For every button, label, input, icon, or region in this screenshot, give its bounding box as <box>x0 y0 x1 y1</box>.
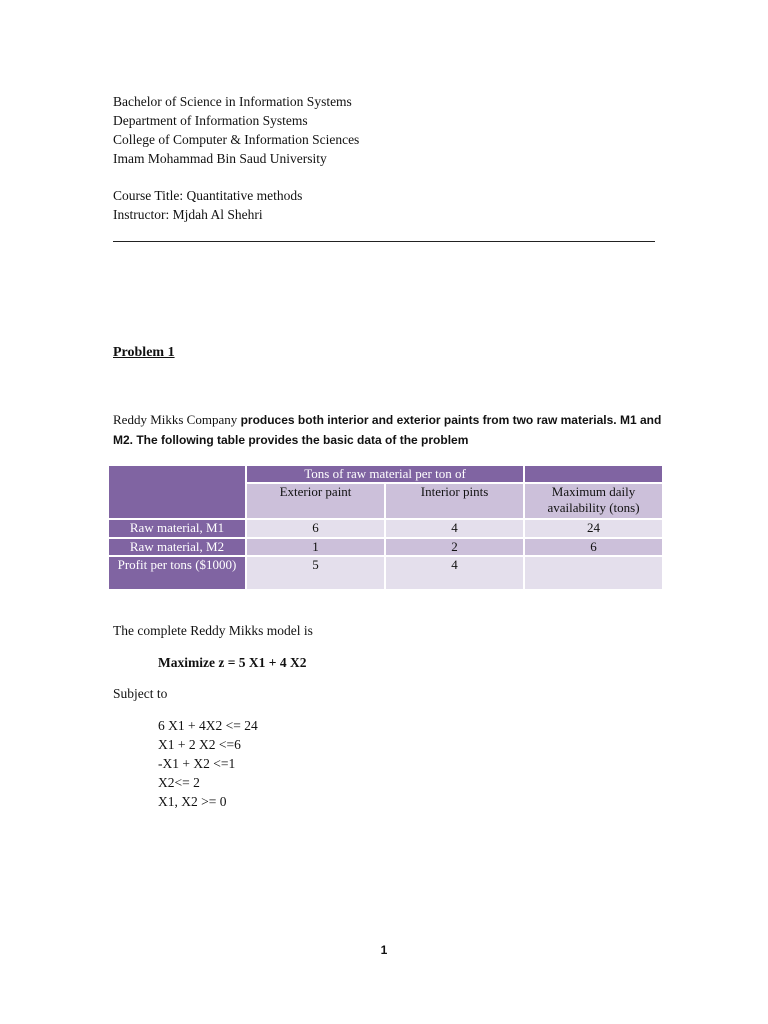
subject-to-label: Subject to <box>113 686 168 701</box>
constraints-list <box>158 716 258 811</box>
model-intro: The complete Reddy Mikks model is <box>113 623 313 638</box>
course-title: Course Title: Quantitative methods <box>113 188 303 203</box>
table-cell: 5 <box>246 556 385 590</box>
instructor: Instructor: Mjdah Al Shehri <box>113 207 263 222</box>
data-table <box>107 464 664 591</box>
table-cell: 6 <box>524 538 663 556</box>
objective-function: Maximize z = 5 X1 + 4 X2 <box>158 655 307 670</box>
problem-description: produces both interior and exterior paints from two raw materials. M1 and M2. The following table provides the basic data of the problem <box>113 413 662 447</box>
row-label: Raw material, M1 <box>108 519 246 538</box>
column-header: Maximum daily availability (tons) <box>524 483 663 519</box>
row-label: Profit per tons ($1000) <box>108 556 246 590</box>
column-header: Exterior paint <box>246 483 385 519</box>
table-row <box>108 556 663 590</box>
college-line: College of Computer & Information Sciences <box>113 132 360 147</box>
table-cell: 24 <box>524 519 663 538</box>
table-cell: 1 <box>246 538 385 556</box>
table-row <box>108 538 663 556</box>
group-header-blank <box>524 465 663 483</box>
constraint: -X1 + X2 <=1 <box>158 756 236 771</box>
row-label: Raw material, M2 <box>108 538 246 556</box>
table-row <box>108 519 663 538</box>
table-cell: 2 <box>385 538 524 556</box>
table-cell: 4 <box>385 556 524 590</box>
page-number: 1 <box>380 943 388 957</box>
constraint: 6 X1 + 4X2 <= 24 <box>158 718 258 733</box>
department-line: Department of Information Systems <box>113 113 308 128</box>
table-cell <box>524 556 663 590</box>
problem-title: Problem 1 <box>113 345 175 360</box>
group-header: Tons of raw material per ton of <box>246 465 524 483</box>
column-header: Interior pints <box>385 483 524 519</box>
university-line: Imam Mohammad Bin Saud University <box>113 151 327 166</box>
header-divider <box>113 241 655 242</box>
problem-intro <box>113 410 673 450</box>
table-corner-cell <box>108 465 246 519</box>
company-name: Reddy Mikks Company <box>113 412 238 427</box>
degree-line: Bachelor of Science in Information Systems <box>113 94 352 109</box>
constraint: X2<= 2 <box>158 775 200 790</box>
table-cell: 6 <box>246 519 385 538</box>
table-cell: 4 <box>385 519 524 538</box>
constraint: X1, X2 >= 0 <box>158 794 227 809</box>
constraint: X1 + 2 X2 <=6 <box>158 737 241 752</box>
